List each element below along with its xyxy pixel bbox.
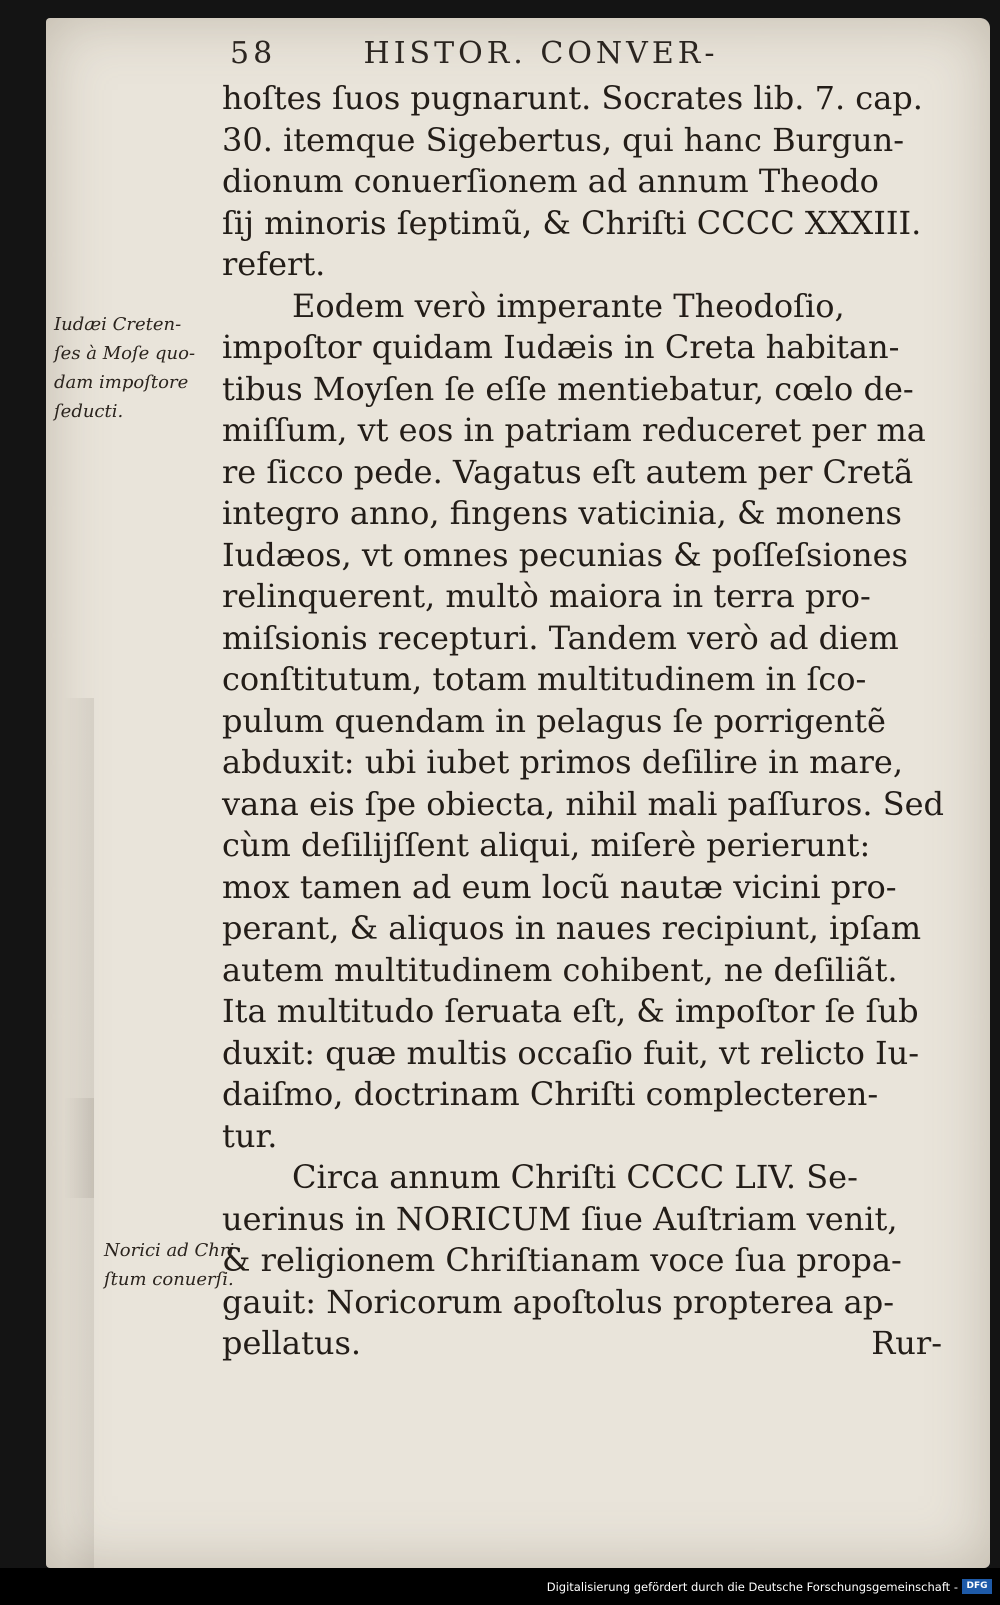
marginal-note-line: Iudæi Creten- [54, 314, 182, 335]
body-text [222, 78, 945, 1365]
text-line: hoſtes ſuos pugnarunt. Socrates lib. 7. cap. [222, 79, 923, 117]
marginal-note-line: ſtum conuerſi. [104, 1269, 234, 1290]
text-line: uerinus in NORICUM ſiue Auſtriam venit, [222, 1199, 898, 1238]
text-line: vana eis ſpe obiecta, nihil mali paſſuros. Sed [222, 784, 945, 823]
text-line: pulum quendam in pelagus ſe porrigentẽ [222, 701, 886, 740]
text-line: daiſmo, doctrinam Chriſti complecteren- [222, 1075, 879, 1113]
text-line: relinquerent, multò maiora in terra pro- [222, 577, 871, 615]
text-line: perant, & aliquos in naues recipiunt, ipſam [222, 909, 922, 947]
text-line: cùm deſilijſſent aliqui, miſerè perierunt: [222, 826, 871, 864]
marginal-note-line: Norici ad Chri [104, 1240, 235, 1261]
text-line: mox tamen ad eum locũ nautæ vicini pro- [222, 867, 897, 906]
running-title: HISTOR. CONVER- [363, 36, 719, 71]
footer-credit: Digitalisierung gefördert durch die Deutsche Forschungsgemeinschaft - [546, 1580, 958, 1594]
marginal-note-norici [104, 1236, 279, 1294]
text-line: tur. [222, 1116, 278, 1155]
text-line [222, 1323, 942, 1365]
digitization-footer [0, 1568, 1000, 1605]
catchword: Rur- [871, 1324, 942, 1362]
running-head [230, 36, 930, 71]
bleed-through-shadow [64, 1098, 94, 1598]
marginal-note-line: dam impoſtore [54, 372, 189, 393]
text-line: conſtitutum, totam multitudinem in ſco- [222, 660, 867, 698]
marginal-note-line: ſes à Moſe quo- [54, 343, 196, 364]
text-line: dionum conuerſionem ad annum Theodo [222, 162, 879, 200]
text-line: duxit: quæ multis occaſio fuit, vt relicto Iu- [222, 1033, 920, 1072]
text-line-last: pellatus. [222, 1324, 362, 1362]
text-line: autem multitudinem cohibent, ne deſiliãt. [222, 950, 898, 989]
text-line: gauit: Noricorum apoſtolus propterea ap- [222, 1282, 895, 1321]
dfg-logo: DFG [962, 1579, 992, 1594]
page-number: 58 [230, 36, 277, 71]
text-line: tibus Moyſen ſe eſſe mentiebatur, cœlo de- [222, 369, 914, 408]
text-line: impoſtor quidam Iudæis in Creta habitan- [222, 328, 900, 366]
text-line: re ſicco pede. Vagatus eſt autem per Cretã [222, 452, 914, 491]
marginal-note-iudaei [54, 310, 229, 426]
text-line: Circa annum Chriſti CCCC LIV. Se- [292, 1158, 858, 1196]
text-line: miſſum, vt eos in patriam reduceret per ma [222, 411, 926, 449]
text-line: abduxit: ubi iubet primos deſilire in mare, [222, 743, 903, 781]
text-line: ſij minoris ſeptimũ, & Chriſti CCCC XXXIII. [222, 203, 922, 242]
text-line: 30. itemque Sigebertus, qui hanc Burgun- [222, 120, 904, 159]
marginal-note-line: ſeducti. [54, 401, 124, 422]
text-line: Eodem verò imperante Theodoſio, [292, 286, 845, 325]
text-line: miſsionis recepturi. Tandem verò ad diem [222, 618, 899, 657]
text-line: refert. [222, 245, 326, 283]
text-line: Iudæos, vt omnes pecunias & poſſeſsiones [222, 535, 908, 574]
text-line: & religionem Chriſtianam voce ſua propa- [222, 1241, 902, 1279]
text-line: Ita multitudo ſeruata eſt, & impoſtor ſe ſub [222, 992, 919, 1030]
text-line: integro anno, fingens vaticinia, & monens [222, 494, 902, 532]
